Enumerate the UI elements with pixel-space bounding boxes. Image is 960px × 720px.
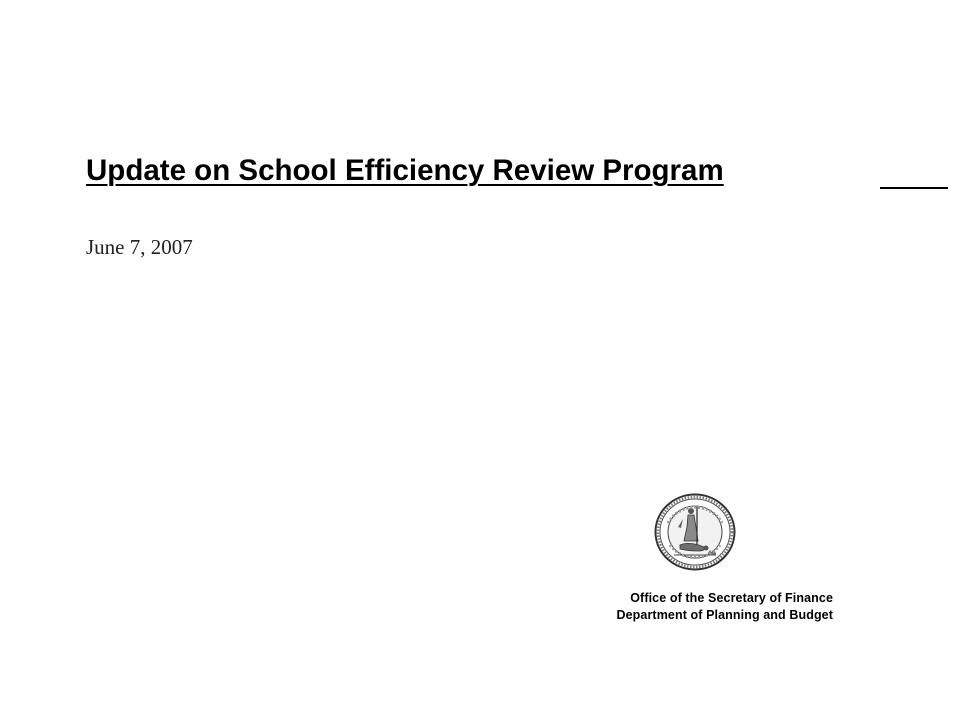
office-secretary-of-finance: Office of the Secretary of Finance [630,591,833,605]
slide-date: June 7, 2007 [86,235,193,259]
office-credits [617,590,834,624]
slide-title: Update on School Efficiency Review Program [86,154,724,187]
department-planning-budget: Department of Planning and Budget [616,608,833,622]
title-underline-extension [880,187,948,189]
virginia-state-seal-icon [654,493,736,571]
